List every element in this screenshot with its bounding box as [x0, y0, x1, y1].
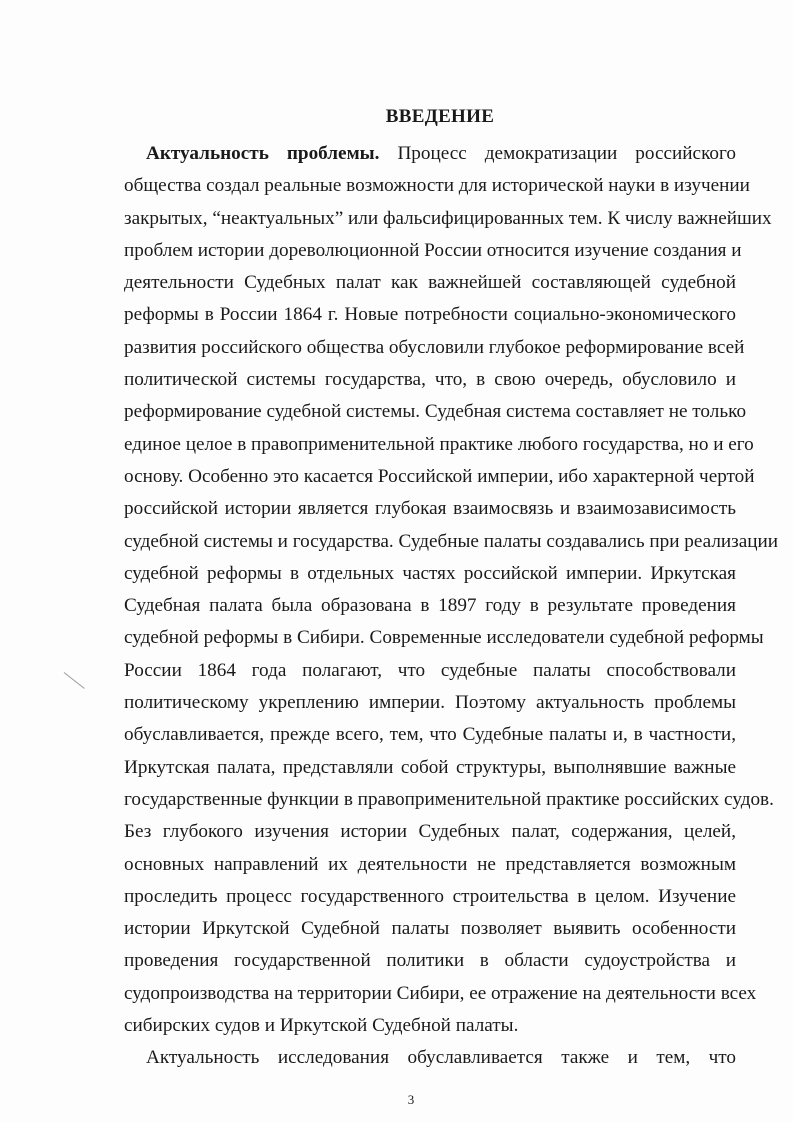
text-line: развития российского общества обусловили глубокое реформирование всей — [124, 336, 745, 358]
text-line: сибирских судов и Иркутской Судебной палаты. — [124, 1015, 519, 1037]
text-line — [124, 138, 736, 170]
text-line: российской истории является глубокая взаимосвязь и взаимозависимость — [124, 498, 736, 520]
text-line: общества создал реальные возможности для исторической науки в изучении — [124, 175, 750, 197]
text-line: России 1864 года полагают, что судебные палаты способствовали — [124, 659, 736, 681]
text-line: закрытых, “неактуальных” или фальсифицированных тем. К числу важнейших — [124, 207, 772, 229]
text-line: проведения государственной политики в области судоустройства и — [124, 950, 736, 972]
lead-bold: Актуальность проблемы. — [146, 143, 380, 164]
text-line: государственные функции в правоприменительной практике российских судов. — [124, 788, 774, 810]
text-line: реформы в России 1864 г. Новые потребности социально-экономического — [124, 304, 736, 326]
text-line: проблем истории дореволюционной России относится изучение создания и — [124, 239, 742, 261]
page-title: ВВЕДЕНИЕ — [385, 106, 495, 127]
text-line: реформирование судебной системы. Судебная система составляет не только — [124, 401, 747, 423]
text-line: обуславливается, прежде всего, тем, что Судебные палаты и, в частности, — [124, 724, 736, 746]
text-line: Без глубокого изучения истории Судебных палат, содержания, целей, — [124, 821, 736, 843]
page-number: 3 — [407, 1092, 415, 1107]
text-line: судебной реформы в отдельных частях российской империи. Иркутская — [124, 562, 736, 584]
text-line: проследить процесс государственного строительства в целом. Изучение — [124, 885, 736, 907]
scan-artifact — [64, 672, 85, 689]
text-line: основу. Особенно это касается Российской империи, ибо характерной чертой — [124, 465, 755, 487]
text-line: деятельности Судебных палат как важнейшей составляющей судебной — [124, 272, 736, 294]
text-line: единое целое в правоприменительной практике любого государства, но и его — [124, 433, 754, 455]
text-line: Иркутская палата, представляли собой структуры, выполнявшие важные — [124, 756, 736, 778]
text-line: политической системы государства, что, в свою очередь, обусловило и — [124, 369, 736, 391]
text-line: основных направлений их деятельности не представляется возможным — [124, 853, 736, 875]
text-line-content: Процесс демократизации российского — [397, 143, 736, 164]
text-line: Судебная палата была образована в 1897 году в результате проведения — [124, 595, 736, 617]
text-line: политическому укреплению империи. Поэтому актуальность проблемы — [124, 692, 736, 714]
text-line: судебной системы и государства. Судебные палаты создавались при реализации — [124, 530, 779, 552]
text-line: судопроизводства на территории Сибири, ее отражение на деятельности всех — [124, 982, 757, 1004]
body-text — [124, 138, 779, 1075]
text-line: Актуальность исследования обуславливается также и тем, что — [146, 1047, 736, 1069]
text-line: судебной реформы в Сибири. Современные исследователи судебной реформы — [124, 627, 764, 649]
text-line: истории Иркутской Судебной палаты позволяет выявить особенности — [124, 918, 736, 940]
